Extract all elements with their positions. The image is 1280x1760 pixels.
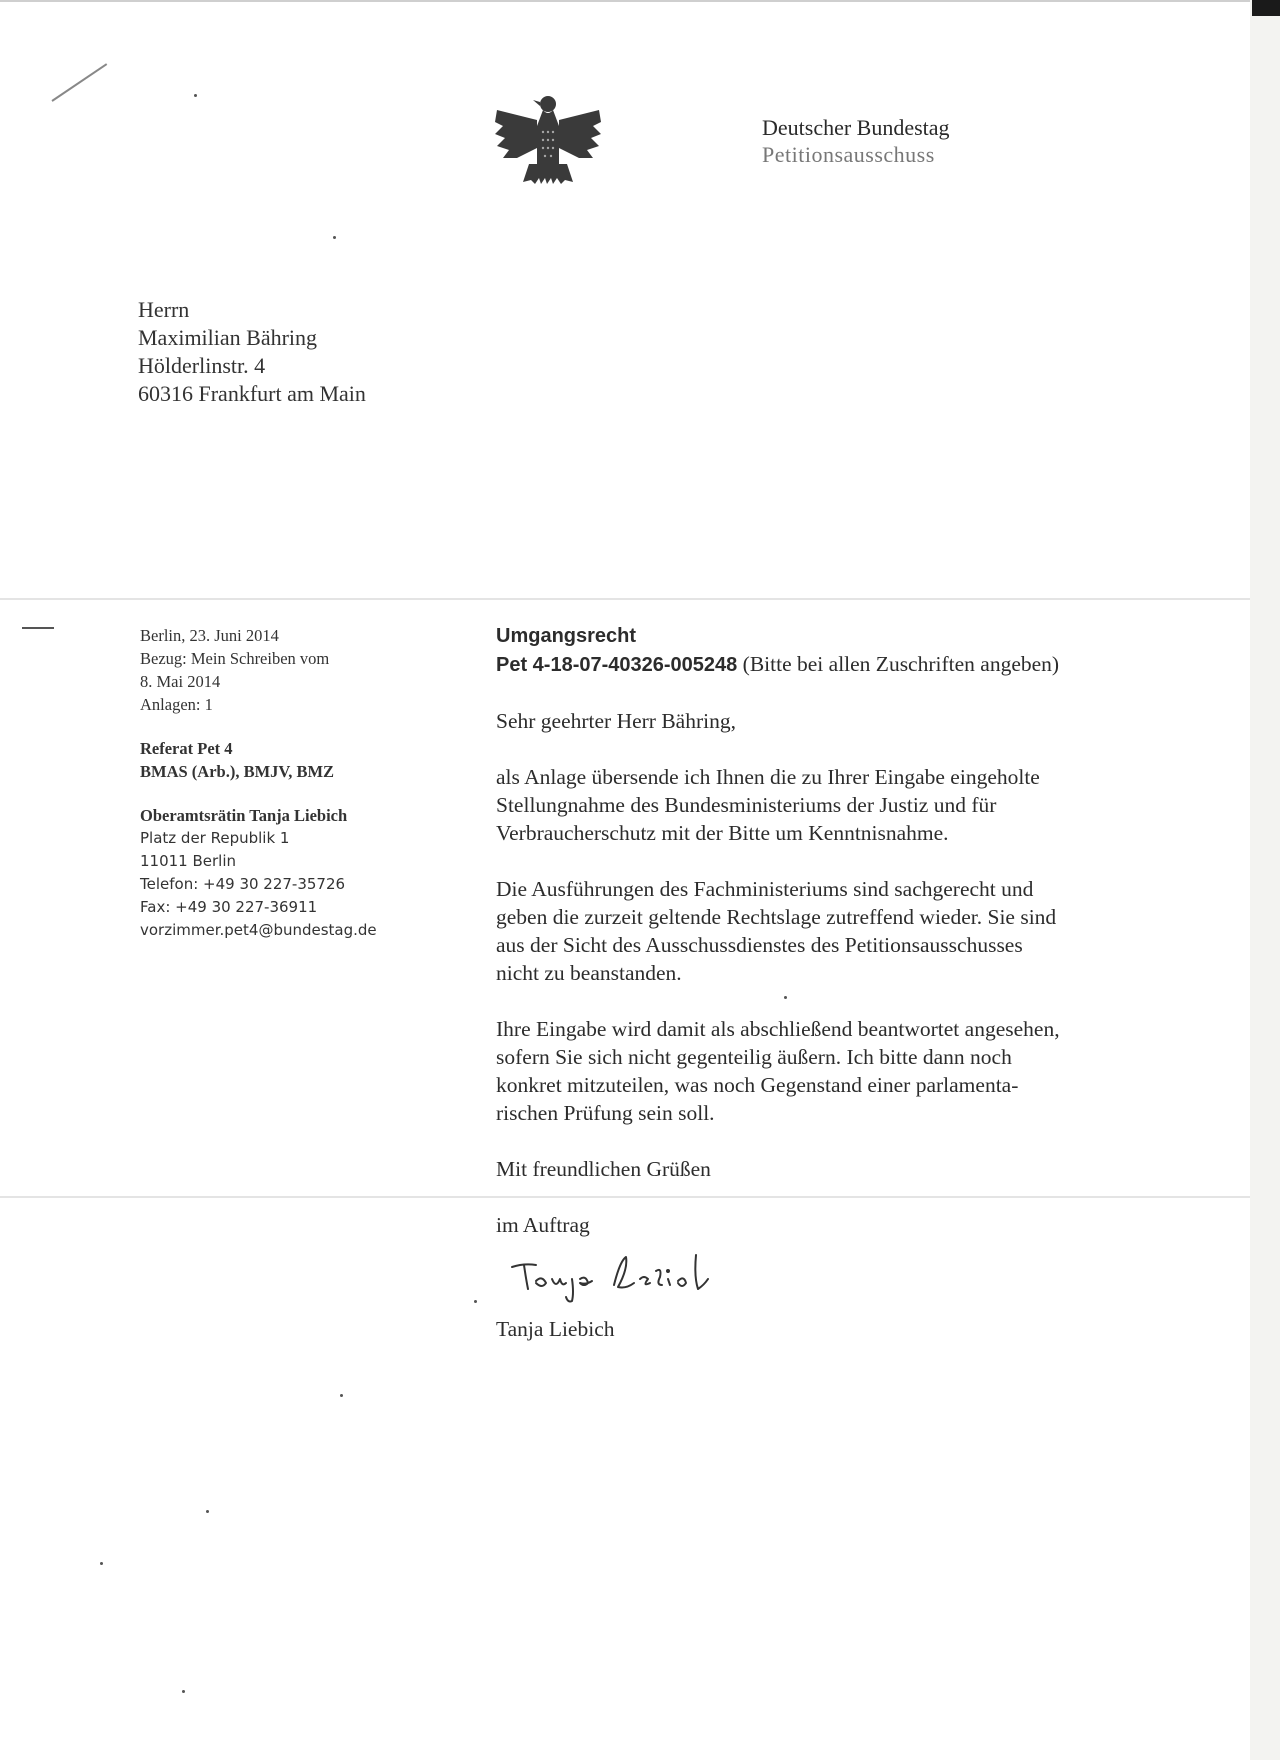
closing: Mit freundlichen Grüßen xyxy=(496,1157,711,1181)
federal-eagle-icon xyxy=(493,92,603,187)
scan-speck xyxy=(333,236,336,239)
paragraph-attachment xyxy=(496,763,1216,847)
recipient-address xyxy=(138,296,366,408)
recipient-name: Maximilian Bähring xyxy=(138,325,318,350)
phone-number: Telefon: +49 30 227-35726 xyxy=(140,875,346,893)
petition-number: Pet 4-18-07-40326-005248 xyxy=(496,654,738,676)
recipient-street: Hölderlinstr. 4 xyxy=(138,353,266,378)
email-address: vorzimmer.pet4@bundestag.de xyxy=(140,921,377,939)
body-line: Verbraucherschutz mit der Bitte um Kenntnisnahme. xyxy=(496,821,949,845)
greeting: Sehr geehrter Herr Bähring, xyxy=(496,709,736,733)
scanner-edge-mark xyxy=(1252,0,1280,16)
signatory-name: Tanja Liebich xyxy=(496,1317,615,1341)
body-line: konkret mitzuteilen, was noch Gegenstand einer parlamenta- xyxy=(496,1073,1019,1097)
letter-subject: Umgangsrecht xyxy=(496,625,637,647)
body-line: Stellungnahme des Bundesministeriums der Justiz und für xyxy=(496,793,997,817)
reference-line: 8. Mai 2014 xyxy=(140,672,221,691)
ministries: BMAS (Arb.), BMJV, BMZ xyxy=(140,762,335,781)
body-line: sofern Sie sich nicht gegenteilig äußern. Ich bitte dann noch xyxy=(496,1045,1012,1069)
department: Referat Pet 4 xyxy=(140,739,233,758)
body-line: rischen Prüfung sein soll. xyxy=(496,1101,715,1125)
scan-speck xyxy=(784,996,787,999)
scan-speck xyxy=(340,1394,343,1397)
reference-line: Bezug: Mein Schreiben vom xyxy=(140,649,330,668)
letterhead xyxy=(762,114,950,168)
attachments-count: Anlagen: 1 xyxy=(140,695,213,714)
letter-date: Berlin, 23. Juni 2014 xyxy=(140,626,279,645)
body-line: geben die zurzeit geltende Rechtslage zutreffend wieder. Sie sind xyxy=(496,905,1057,929)
committee-name: Petitionsausschuss xyxy=(762,142,935,167)
top-edge-line xyxy=(0,0,1250,2)
fold-line xyxy=(0,598,1250,600)
paragraph-conclusion xyxy=(496,1015,1216,1127)
body-line: Ihre Eingabe wird damit als abschließend beantwortet angesehen, xyxy=(496,1017,1060,1041)
petition-reference xyxy=(496,650,1216,679)
body-line: nicht zu beanstanden. xyxy=(496,961,682,985)
recipient-city: 60316 Frankfurt am Main xyxy=(138,381,366,406)
letter-body xyxy=(496,622,1216,1343)
body-line: aus der Sicht des Ausschussdienstes des Petitionsausschusses xyxy=(496,933,1023,957)
petition-reference-note: (Bitte bei allen Zuschriften angeben) xyxy=(737,652,1060,676)
sender-info xyxy=(140,624,460,942)
pencil-mark xyxy=(51,63,107,102)
scan-speck xyxy=(206,1510,209,1513)
official-name: Oberamtsrätin Tanja Liebich xyxy=(140,806,348,825)
sender-street: Platz der Republik 1 xyxy=(140,829,290,847)
body-line: als Anlage übersende ich Ihnen die zu Ihrer Eingabe eingeholte xyxy=(496,765,1040,789)
scanner-margin xyxy=(1250,0,1280,1760)
signature-icon xyxy=(502,1249,722,1309)
institution-name: Deutscher Bundestag xyxy=(762,115,950,140)
on-behalf: im Auftrag xyxy=(496,1213,590,1237)
handwritten-signature xyxy=(496,1245,1216,1315)
scan-speck xyxy=(182,1690,185,1693)
recipient-salutation: Herrn xyxy=(138,297,190,322)
fold-mark xyxy=(22,627,54,629)
paragraph-assessment xyxy=(496,875,1216,987)
fax-number: Fax: +49 30 227-36911 xyxy=(140,898,318,916)
scan-speck xyxy=(474,1300,477,1303)
body-line: Die Ausführungen des Fachministeriums sind sachgerecht und xyxy=(496,877,1034,901)
scan-speck xyxy=(194,94,197,97)
sender-city: 11011 Berlin xyxy=(140,852,237,870)
scan-speck xyxy=(100,1562,103,1565)
